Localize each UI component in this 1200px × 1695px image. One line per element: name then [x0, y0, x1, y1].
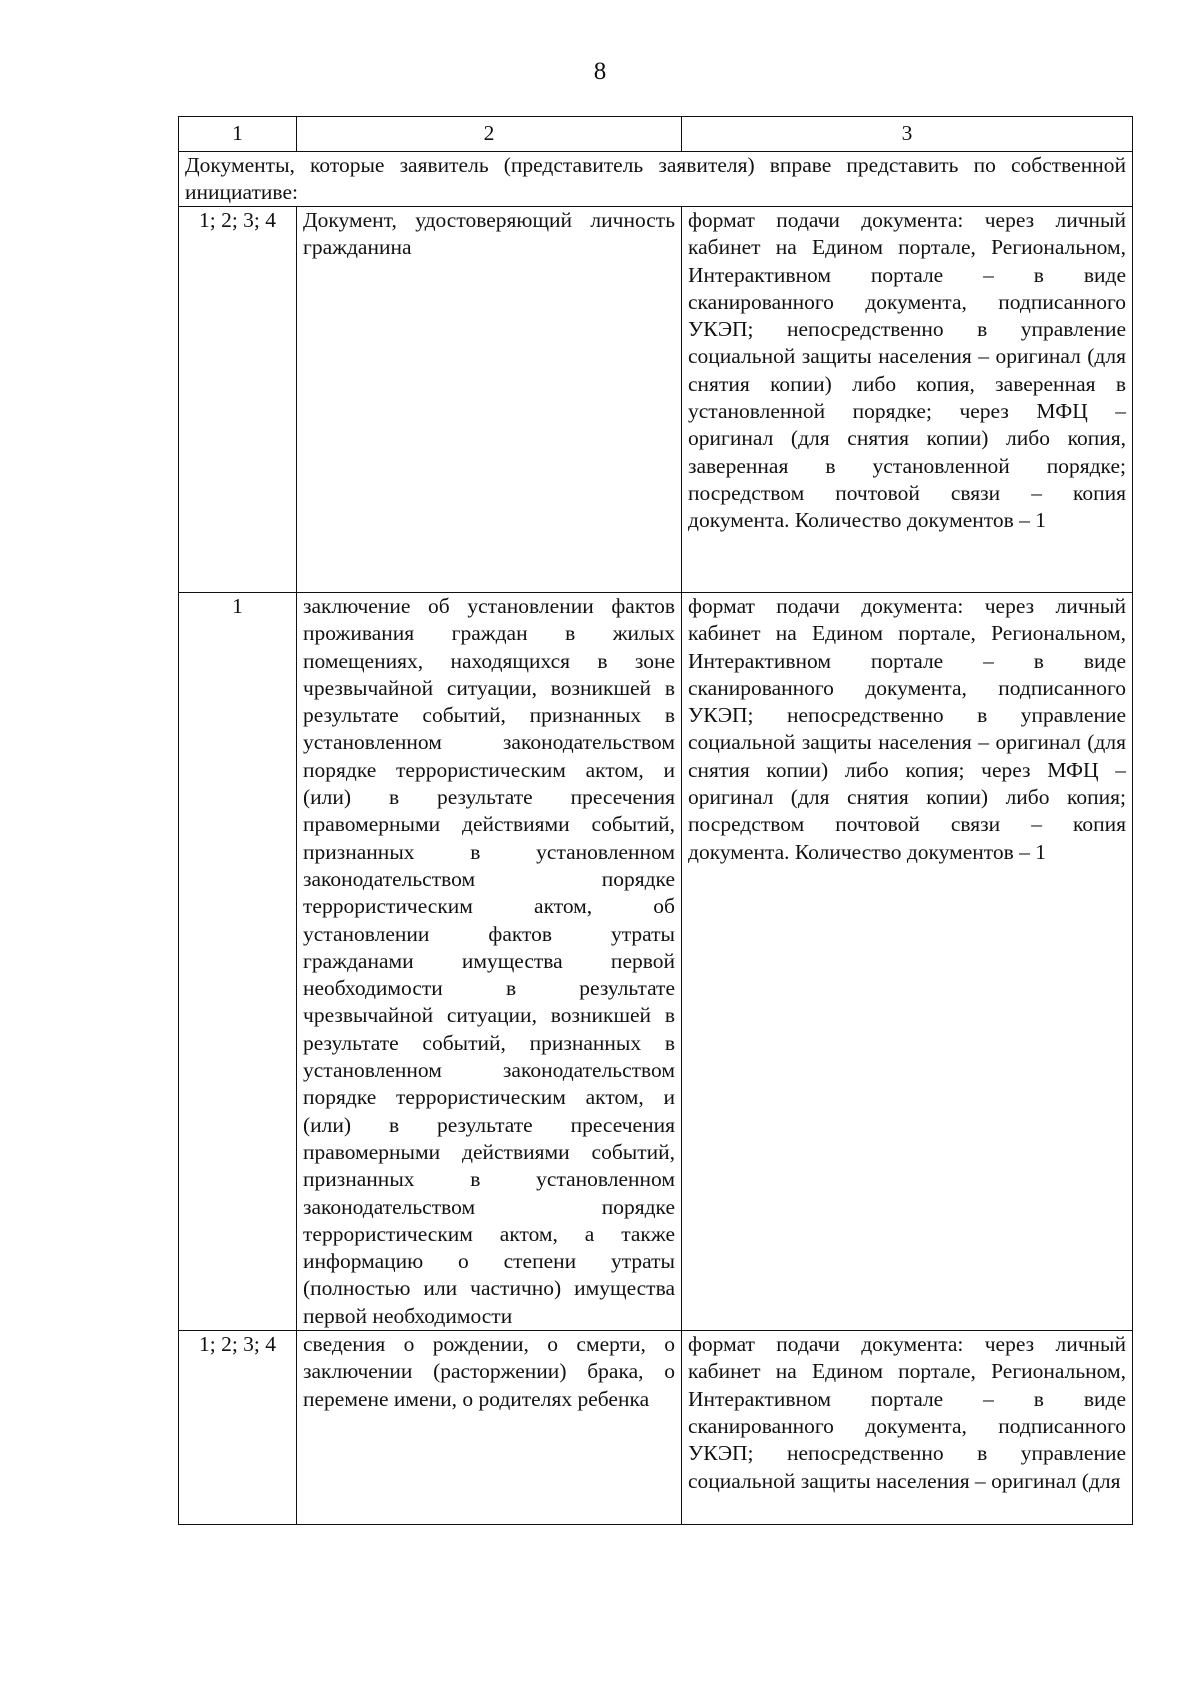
table-row — [179, 593, 1133, 1331]
table-row — [179, 1331, 1133, 1525]
page-number: 8 — [593, 58, 607, 85]
document-name-cell: сведения о рождении, о смерти, о заключении (расторжении) брака, о перемене имени, о родителях ребенка — [297, 1331, 682, 1525]
applicant-categories-cell: 1 — [179, 593, 297, 1331]
applicant-categories-cell: 1; 2; 3; 4 — [179, 207, 297, 593]
submission-format-cell: формат подачи документа: через личный кабинет на Едином портале, Региональном, Интерактивном портале – в виде сканированного документа, подписанного УКЭП; непосредственно в управление социальной защиты населения – оригинал (для снятия копии) либо копия, заверенная в установленной порядке; через МФЦ – оригинал (для снятия копии) либо копия, заверенная в установленной порядке; посредством почтовой связи – копия документа. Количество документов – 1 — [682, 207, 1133, 593]
document-name-cell: Документ, удостоверяющий личность гражданина — [297, 207, 682, 593]
document-name-cell: заключение об установлении фактов проживания граждан в жилых помещениях, находящихся в зоне чрезвычайной ситуации, возникшей в результате событий, признанных в установленном законодательством порядке террористическим актом, и (или) в результате пресечения правомерными действиями событий, признанных в установленном законодательством порядке террористическим актом, об установлении фактов утраты гражданами имущества первой необходимости в результате чрезвычайной ситуации, возникшей в результате событий, признанных в установленном законодательством порядке террористическим актом, и (или) в результате пресечения правомерными действиями событий, признанных в установленном законодательством порядке террористическим актом, а также информацию о степени утраты (полностью или частично) имущества первой необходимости — [297, 593, 682, 1331]
submission-format-cell: формат подачи документа: через личный кабинет на Едином портале, Региональном, Интерактивном портале – в виде сканированного документа, подписанного УКЭП; непосредственно в управление социальной защиты населения – оригинал (для снятия копии) либо копия; через МФЦ – оригинал (для снятия копии) либо копия; посредством почтовой связи – копия документа. Количество документов – 1 — [682, 593, 1133, 1331]
submission-format-cell: формат подачи документа: через личный кабинет на Едином портале, Региональном, Интерактивном портале – в виде сканированного документа, подписанного УКЭП; непосредственно в управление социальной защиты населения – оригинал (для — [682, 1331, 1133, 1525]
column-header: 3 — [682, 117, 1133, 152]
column-header: 2 — [297, 117, 682, 152]
section-heading: Документы, которые заявитель (представитель заявителя) вправе представить по собственной инициативе: — [179, 152, 1133, 207]
section-heading-row — [179, 152, 1133, 207]
table-row — [179, 207, 1133, 593]
applicant-categories-cell: 1; 2; 3; 4 — [179, 1331, 297, 1525]
column-header: 1 — [179, 117, 297, 152]
documents-table — [178, 116, 1133, 1525]
table-header-row — [179, 117, 1133, 152]
